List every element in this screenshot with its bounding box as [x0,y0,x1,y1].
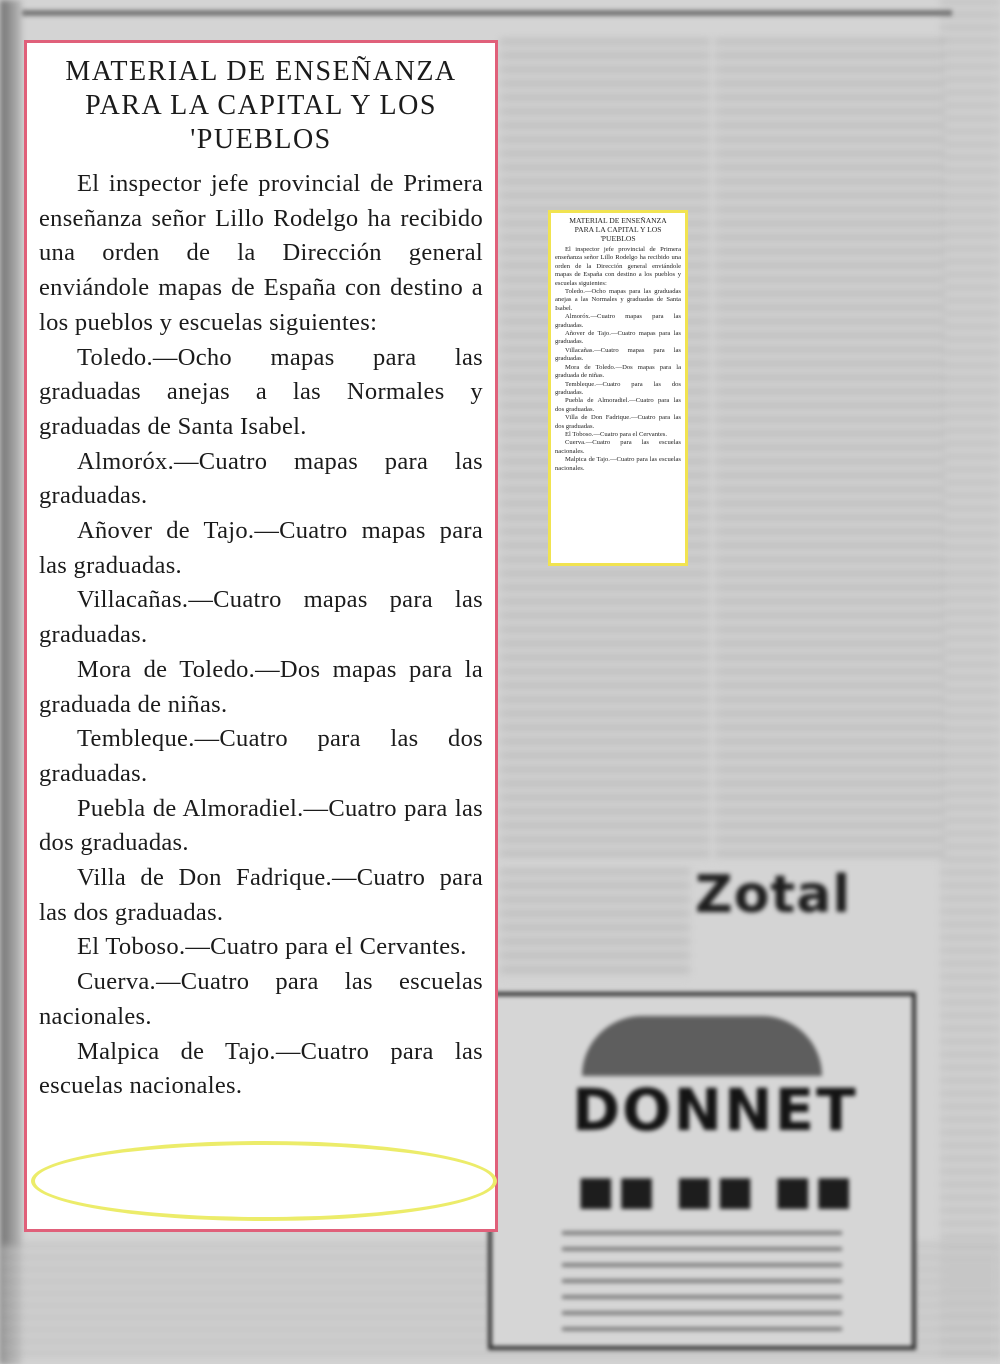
article-paragraph-puebla: Puebla de Almoradiel.—Cuatro para las dos graduadas. [39,794,483,857]
headline-line-2: PARA LA CAPITAL Y LOS [85,90,437,121]
article-paragraph-toboso: El Toboso.—Cuatro para el Cervantes. [77,933,467,961]
thumbnail-paragraph: Toledo.—Ocho mapas para las graduadas anejas a las Normales y graduadas de Santa Isabel. [555,288,681,312]
zotal-ad-text: Zotal [695,865,852,925]
article-paragraph-toledo: Toledo.—Ocho mapas para las graduadas anejas a las Normales y graduadas de Santa Isabel. [39,343,483,440]
article-headline [39,55,483,157]
thumbnail-paragraph: Villa de Don Fadrique.—Cuatro para las dos graduadas. [555,414,681,430]
thumbnail-headline-line-2: PARA LA CAPITAL Y LOS [574,225,662,234]
thumbnail-paragraph: Almoróx.—Cuatro mapas para las graduadas. [555,313,681,329]
headline-line-1: MATERIAL DE ENSEÑANZA [65,56,457,87]
thumbnail-paragraph: Villacañas.—Cuatro mapas para las graduadas. [555,346,681,363]
thumbnail-headline-line-3: 'PUEBLOS [600,234,636,243]
ad-text-lines [562,1231,842,1331]
page-top-rule [22,10,952,16]
article-paragraph-mora: Mora de Toledo.—Dos mapas para la graduada de niñas. [39,655,483,718]
headline-line-3: 'PUEBLOS [190,124,332,155]
thumbnail-paragraph: Puebla de Almoradiel.—Cuatro para las dos graduadas. [555,397,681,413]
thumbnail-paragraph: Mora de Toledo.—Dos mapas para la graduada de niñas. [555,363,681,380]
article-paragraph-anover: Añover de Tajo.—Cuatro mapas para las graduadas. [39,517,483,579]
thumbnail-paragraph: Malpica de Tajo.—Cuatro para las escuelas nacionales. [555,456,681,472]
thumbnail-headline-line-1: MATERIAL DE ENSEÑANZA [569,216,667,225]
blurred-column-3 [500,870,690,980]
thumbnail-paragraph: Añover de Tajo.—Cuatro mapas para las graduadas. [555,330,681,346]
thumbnail-paragraph: Cuerva.—Cuatro para las escuelas nacionales. [555,439,681,455]
ad-arch-shape [582,1016,822,1076]
page-left-edge [0,0,22,1364]
donnet-ad-title: DONNET [572,1076,858,1144]
article-paragraph-almorox: Almoróx.—Cuatro mapas para las graduadas. [39,447,483,510]
article-paragraph-villa-fadrique: Villa de Don Fadrique.—Cuatro para las dos graduadas. [39,864,483,926]
article-paragraph-cuerva: Cuerva.—Cuatro para las escuelas nacionales. [39,968,483,1030]
page-right-edge [940,0,1000,1364]
thumbnail-paragraph: El Toboso.—Cuatro para el Cervantes. [565,430,667,438]
thumbnail-paragraph: El inspector jefe provincial de Primera enseñanza señor Lillo Rodelgo ha recibido una orden de la Dirección general enviándole mapas de España con destino a los pueblos y escuelas siguientes: [555,246,681,287]
article-paragraph-tembleque: Tembleque.—Cuatro para las dos graduadas. [39,725,483,787]
thumbnail-headline [555,216,681,243]
thumbnail-paragraph: Tembleque.—Cuatro para las dos graduadas. [555,380,681,396]
article-clipping [24,40,498,1232]
article-paragraph-intro: El inspector jefe provincial de Primera enseñanza señor Lillo Rodelgo ha recibido una orden de la Dirección general enviándole mapas de España con destino a los pueblos y escuelas siguientes: [39,170,483,336]
highlight-ellipse [31,1141,497,1221]
article-thumbnail [548,210,688,566]
donnet-advertisement [488,992,916,1350]
article-paragraph-villacanas: Villacañas.—Cuatro mapas para las graduadas. [39,586,483,649]
article-paragraph-malpica: Malpica de Tajo.—Cuatro para las escuelas nacionales. [39,1037,483,1100]
ad-price-blur: ■■ ■■ ■■ [577,1168,856,1214]
blurred-column-2 [715,40,945,860]
